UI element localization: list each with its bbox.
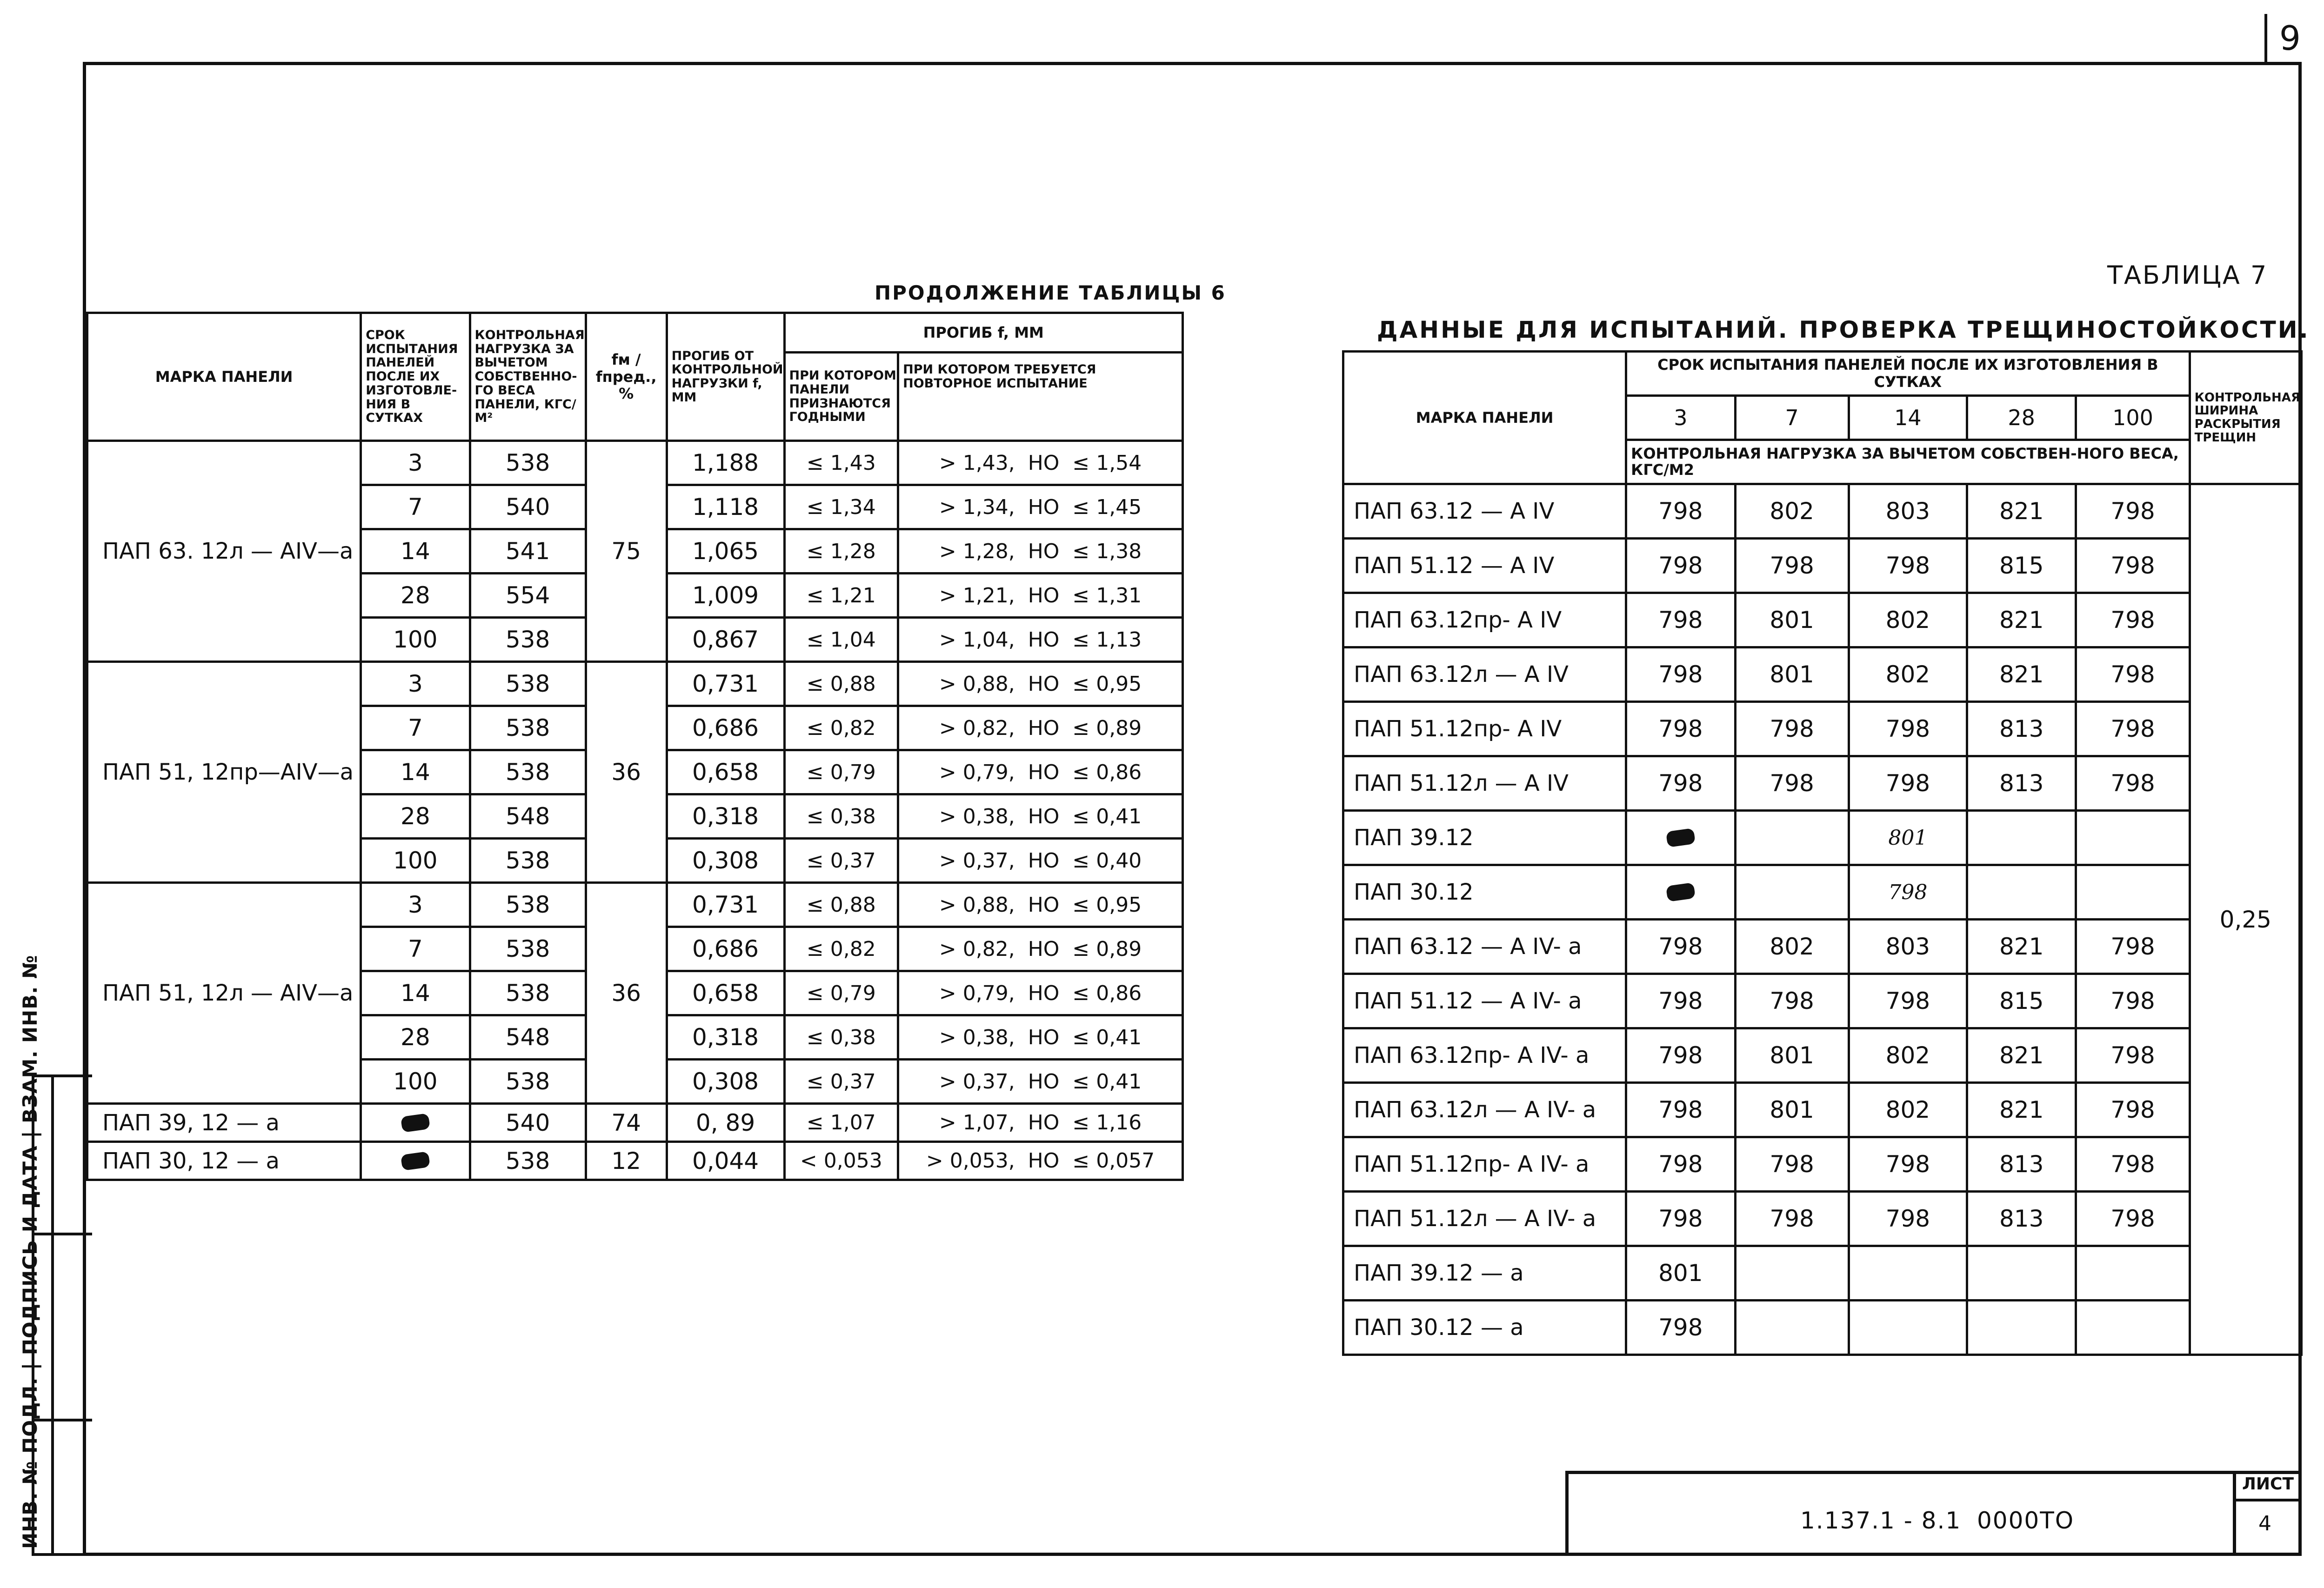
table7-label: ТАБЛИЦА 7 <box>2107 260 2268 290</box>
retest-range: > 0,88, НО ≤ 0,95 <box>898 883 1183 927</box>
t7-header-mark: МАРКА ПАНЕЛИ <box>1343 352 1626 484</box>
control-load: 798 <box>1626 1083 1735 1137</box>
t6-header-retest: ПРИ КОТОРОМ ТРЕБУЕТСЯ ПОВТОРНОЕ ИСПЫТАНИЕ <box>898 353 1183 441</box>
page-number: 9 <box>2279 19 2301 58</box>
test-term: 100 <box>361 839 470 883</box>
deflection-value: 1,065 <box>667 529 784 574</box>
test-term: 7 <box>361 485 470 529</box>
control-load: 538 <box>470 441 586 485</box>
control-load: 541 <box>470 529 586 574</box>
control-load: 798 <box>2076 920 2190 974</box>
panel-mark: ПАП 63.12 — А IV- а <box>1343 920 1626 974</box>
control-load <box>1849 1301 1967 1355</box>
title-block-divider <box>2233 1471 2236 1556</box>
control-load <box>2076 1246 2190 1301</box>
control-load: 801 <box>1735 593 1849 647</box>
acceptable-limit: ≤ 1,34 <box>784 485 898 529</box>
control-load: 802 <box>1849 593 1967 647</box>
control-load: 802 <box>1849 1028 1967 1083</box>
table-row <box>1343 920 2302 974</box>
control-load: 540 <box>470 1104 586 1142</box>
test-term <box>361 1142 470 1180</box>
control-load: 821 <box>1967 593 2076 647</box>
crack-width: 0,25 <box>2190 484 2301 1355</box>
retest-range: > 1,34, НО ≤ 1,45 <box>898 485 1183 529</box>
control-load: 538 <box>470 662 586 706</box>
panel-mark: ПАП 51.12 — А IV- а <box>1343 974 1626 1028</box>
document-code: 1.137.1 - 8.1 <box>1800 1507 1962 1534</box>
control-load: 798 <box>1626 1301 1735 1355</box>
panel-mark: ПАП 63.12 — А IV <box>1343 484 1626 539</box>
t6-header-ratio: fм / fпред., % <box>586 313 667 441</box>
acceptable-limit: ≤ 0,82 <box>784 927 898 971</box>
acceptable-limit: ≤ 0,38 <box>784 794 898 839</box>
acceptable-limit: ≤ 0,82 <box>784 706 898 750</box>
table-row <box>1343 1192 2302 1246</box>
table-row <box>1343 756 2302 811</box>
control-load <box>1735 865 1849 920</box>
table-row <box>1343 865 2302 920</box>
test-term: 28 <box>361 794 470 839</box>
table-row <box>1343 539 2302 593</box>
control-load: 821 <box>1967 484 2076 539</box>
deflection-ratio: 75 <box>586 441 667 662</box>
retest-range: > 0,38, НО ≤ 0,41 <box>898 1015 1183 1060</box>
control-load <box>1967 811 2076 865</box>
control-load: 821 <box>1967 1028 2076 1083</box>
deflection-value: 0, 89 <box>667 1104 784 1142</box>
panel-mark: ПАП 51, 12пр—АIV—а <box>87 662 361 883</box>
table-row <box>1343 1246 2302 1301</box>
panel-mark: ПАП 51.12пр- А IV- а <box>1343 1137 1626 1192</box>
panel-mark: ПАП 51.12л — А IV- а <box>1343 1192 1626 1246</box>
control-load <box>1626 865 1735 920</box>
test-term: 3 <box>361 441 470 485</box>
deflection-value: 0,044 <box>667 1142 784 1180</box>
control-load <box>1735 1246 1849 1301</box>
control-load: 801 <box>1735 1028 1849 1083</box>
control-load: 538 <box>470 706 586 750</box>
table-row <box>87 662 1183 706</box>
t7-header-crack: КОНТРОЛЬНАЯ ШИРИНА РАСКРЫТИЯ ТРЕЩИН <box>2190 352 2301 484</box>
control-load: 538 <box>470 618 586 662</box>
control-load: 821 <box>1967 920 2076 974</box>
deflection-value: 0,308 <box>667 839 784 883</box>
retest-range: > 0,82, НО ≤ 0,89 <box>898 927 1183 971</box>
control-load: 798 <box>2076 702 2190 756</box>
control-load: 798 <box>1626 974 1735 1028</box>
control-load: 538 <box>470 1060 586 1104</box>
test-term: 3 <box>361 662 470 706</box>
table-row <box>1343 1083 2302 1137</box>
t6-header-load: КОНТРОЛЬНАЯ НАГРУЗКА ЗА ВЫЧЕТОМ СОБСТВЕННО-ГО ВЕСА ПАНЕЛИ, КГС/М² <box>470 313 586 441</box>
control-load: 798 <box>1626 702 1735 756</box>
retest-range: > 1,07, НО ≤ 1,16 <box>898 1104 1183 1142</box>
table-row <box>1343 1028 2302 1083</box>
table7-body <box>1343 484 2302 1355</box>
acceptable-limit: ≤ 0,79 <box>784 971 898 1015</box>
test-term: 100 <box>361 1060 470 1104</box>
control-load: 798 <box>1735 539 1849 593</box>
day-header: 7 <box>1735 396 1849 440</box>
control-load: 798 <box>2076 1028 2190 1083</box>
control-load: 798 <box>1849 702 1967 756</box>
acceptable-limit: ≤ 1,07 <box>784 1104 898 1142</box>
t7-header-term: СРОК ИСПЫТАНИЯ ПАНЕЛЕЙ ПОСЛЕ ИХ ИЗГОТОВЛЕНИЯ В СУТКАХ <box>1626 352 2190 396</box>
control-load <box>1849 1246 1967 1301</box>
control-load: 798 <box>2076 756 2190 811</box>
t7-header-load: КОНТРОЛЬНАЯ НАГРУЗКА ЗА ВЫЧЕТОМ СОБСТВЕН-НОГО ВЕСА, КГС/М2 <box>1626 440 2190 484</box>
control-load: 798 <box>2076 974 2190 1028</box>
test-term: 28 <box>361 1015 470 1060</box>
deflection-value: 0,658 <box>667 750 784 794</box>
control-load: 798 <box>1849 539 1967 593</box>
retest-range: > 0,79, НО ≤ 0,86 <box>898 971 1183 1015</box>
acceptable-limit: ≤ 0,37 <box>784 839 898 883</box>
retest-range: > 1,28, НО ≤ 1,38 <box>898 529 1183 574</box>
acceptable-limit: ≤ 0,38 <box>784 1015 898 1060</box>
control-load: 813 <box>1967 1137 2076 1192</box>
deflection-value: 0,731 <box>667 883 784 927</box>
retest-range: > 0,053, НО ≤ 0,057 <box>898 1142 1183 1180</box>
panel-mark: ПАП 63.12пр- А IV- а <box>1343 1028 1626 1083</box>
day-header: 14 <box>1849 396 1967 440</box>
ink-blot <box>401 1113 430 1132</box>
panel-mark: ПАП 51.12л — А IV <box>1343 756 1626 811</box>
panel-mark: ПАП 63. 12л — АIV—а <box>87 441 361 662</box>
control-load: 798 <box>2076 1083 2190 1137</box>
control-load: 538 <box>470 750 586 794</box>
control-load: 801 <box>1626 1246 1735 1301</box>
acceptable-limit: ≤ 1,43 <box>784 441 898 485</box>
stamp-text: ИНВ. № ПОДЛ. | ПОДПИСЬ И ДАТА | ВЗАМ. ИНВ. № <box>19 954 41 1549</box>
control-load: 798 <box>1735 1192 1849 1246</box>
control-load: 803 <box>1849 920 1967 974</box>
test-term <box>361 1104 470 1142</box>
control-load: 815 <box>1967 539 2076 593</box>
day-header: 3 <box>1626 396 1735 440</box>
retest-range: > 0,37, НО ≤ 0,41 <box>898 1060 1183 1104</box>
table-row <box>87 883 1183 927</box>
control-load: 798 <box>1626 920 1735 974</box>
deflection-ratio: 36 <box>586 662 667 883</box>
control-load: 802 <box>1735 484 1849 539</box>
t6-header-term: СРОК ИСПЫТАНИЯ ПАНЕЛЕЙ ПОСЛЕ ИХ ИЗГОТОВЛЕ-НИЯ В СУТКАХ <box>361 313 470 441</box>
control-load <box>1967 1246 2076 1301</box>
control-load: 798 <box>2076 484 2190 539</box>
t6-header-deflection: ПРОГИБ ОТ КОНТРОЛЬНОЙ НАГРУЗКИ f, ММ <box>667 313 784 441</box>
control-load: 540 <box>470 485 586 529</box>
table-row <box>1343 647 2302 702</box>
control-load: 813 <box>1967 756 2076 811</box>
deflection-ratio: 74 <box>586 1104 667 1142</box>
control-load <box>2076 1301 2190 1355</box>
table6 <box>86 312 1184 1181</box>
control-load: 813 <box>1967 702 2076 756</box>
control-load: 798 <box>1849 974 1967 1028</box>
control-load: 798 <box>1849 865 1967 920</box>
table6-body <box>87 441 1183 1180</box>
control-load: 798 <box>1626 756 1735 811</box>
acceptable-limit: ≤ 1,21 <box>784 574 898 618</box>
t6-header-acceptable: ПРИ КОТОРОМ ПАНЕЛИ ПРИЗНАЮТСЯ ГОДНЫМИ <box>784 353 898 441</box>
sheet-number: 4 <box>2258 1512 2271 1535</box>
control-load: 538 <box>470 927 586 971</box>
control-load: 815 <box>1967 974 2076 1028</box>
control-load: 821 <box>1967 647 2076 702</box>
table-row <box>1343 593 2302 647</box>
ink-blot <box>1666 828 1696 847</box>
control-load: 538 <box>470 1142 586 1180</box>
control-load: 801 <box>1735 1083 1849 1137</box>
retest-range: > 0,88, НО ≤ 0,95 <box>898 662 1183 706</box>
control-load: 798 <box>2076 1192 2190 1246</box>
panel-mark: ПАП 39.12 <box>1343 811 1626 865</box>
table-row <box>1343 1301 2302 1355</box>
sheet-label: ЛИСТ <box>2242 1475 2294 1494</box>
control-load: 548 <box>470 794 586 839</box>
table-row <box>87 1142 1183 1180</box>
control-load: 548 <box>470 1015 586 1060</box>
deflection-value: 0,318 <box>667 1015 784 1060</box>
control-load: 798 <box>2076 1137 2190 1192</box>
retest-range: > 0,37, НО ≤ 0,40 <box>898 839 1183 883</box>
control-load: 801 <box>1735 647 1849 702</box>
panel-mark: ПАП 63.12пр- А IV <box>1343 593 1626 647</box>
control-load: 798 <box>1626 647 1735 702</box>
test-term: 100 <box>361 618 470 662</box>
control-load: 802 <box>1735 920 1849 974</box>
control-load: 798 <box>2076 593 2190 647</box>
control-load: 798 <box>1626 484 1735 539</box>
control-load <box>1626 811 1735 865</box>
table7 <box>1342 350 2303 1356</box>
control-load: 798 <box>1626 539 1735 593</box>
title-block-divider <box>2233 1499 2302 1501</box>
control-load: 801 <box>1849 811 1967 865</box>
acceptable-limit: ≤ 0,37 <box>784 1060 898 1104</box>
stamp-inner-rule <box>51 1074 54 1556</box>
control-load: 798 <box>2076 539 2190 593</box>
panel-mark: ПАП 30, 12 — а <box>87 1142 361 1180</box>
deflection-value: 0,658 <box>667 971 784 1015</box>
control-load: 554 <box>470 574 586 618</box>
retest-range: > 0,79, НО ≤ 0,86 <box>898 750 1183 794</box>
control-load: 798 <box>1735 702 1849 756</box>
ink-blot <box>401 1151 430 1170</box>
control-load: 798 <box>1849 756 1967 811</box>
control-load: 803 <box>1849 484 1967 539</box>
deflection-ratio: 36 <box>586 883 667 1104</box>
control-load <box>1735 811 1849 865</box>
panel-mark: ПАП 51.12пр- А IV <box>1343 702 1626 756</box>
control-load: 798 <box>1626 1028 1735 1083</box>
deflection-value: 0,686 <box>667 706 784 750</box>
acceptable-limit: < 0,053 <box>784 1142 898 1180</box>
control-load: 798 <box>1849 1192 1967 1246</box>
day-header: 100 <box>2076 396 2190 440</box>
control-load: 813 <box>1967 1192 2076 1246</box>
day-header: 28 <box>1967 396 2076 440</box>
control-load: 538 <box>470 971 586 1015</box>
test-term: 28 <box>361 574 470 618</box>
control-load: 798 <box>2076 647 2190 702</box>
control-load: 802 <box>1849 647 1967 702</box>
acceptable-limit: ≤ 0,88 <box>784 662 898 706</box>
ink-blot <box>1666 882 1696 902</box>
deflection-value: 0,308 <box>667 1060 784 1104</box>
retest-range: > 0,38, НО ≤ 0,41 <box>898 794 1183 839</box>
test-term: 3 <box>361 883 470 927</box>
panel-mark: ПАП 39.12 — а <box>1343 1246 1626 1301</box>
document-suffix: 0000ТО <box>1977 1507 2075 1534</box>
control-load: 798 <box>1735 1137 1849 1192</box>
test-term: 7 <box>361 706 470 750</box>
table-row <box>1343 974 2302 1028</box>
deflection-value: 0,686 <box>667 927 784 971</box>
table-row <box>1343 811 2302 865</box>
deflection-value: 1,188 <box>667 441 784 485</box>
panel-mark: ПАП 30.12 — а <box>1343 1301 1626 1355</box>
acceptable-limit: ≤ 1,28 <box>784 529 898 574</box>
table6-caption: ПРОДОЛЖЕНИЕ ТАБЛИЦЫ 6 <box>875 281 1226 304</box>
t6-header-deflection-group: ПРОГИБ f, ММ <box>784 313 1183 353</box>
table-row <box>87 1104 1183 1142</box>
panel-mark: ПАП 51, 12л — АIV—а <box>87 883 361 1104</box>
retest-range: > 1,04, НО ≤ 1,13 <box>898 618 1183 662</box>
control-load: 821 <box>1967 1083 2076 1137</box>
control-load <box>2076 865 2190 920</box>
control-load: 538 <box>470 839 586 883</box>
deflection-value: 1,009 <box>667 574 784 618</box>
table-row <box>1343 484 2302 539</box>
acceptable-limit: ≤ 0,79 <box>784 750 898 794</box>
control-load: 798 <box>1849 1137 1967 1192</box>
control-load <box>1967 1301 2076 1355</box>
control-load: 798 <box>1735 756 1849 811</box>
deflection-ratio: 12 <box>586 1142 667 1180</box>
control-load <box>1735 1301 1849 1355</box>
test-term: 14 <box>361 750 470 794</box>
panel-mark: ПАП 39, 12 — а <box>87 1104 361 1142</box>
retest-range: > 1,43, НО ≤ 1,54 <box>898 441 1183 485</box>
deflection-value: 0,867 <box>667 618 784 662</box>
control-load: 798 <box>1626 1192 1735 1246</box>
control-load <box>2076 811 2190 865</box>
acceptable-limit: ≤ 1,04 <box>784 618 898 662</box>
page-number-rule <box>2264 14 2267 65</box>
control-load: 802 <box>1849 1083 1967 1137</box>
panel-mark: ПАП 51.12 — А IV <box>1343 539 1626 593</box>
table-row <box>87 441 1183 485</box>
deflection-value: 0,731 <box>667 662 784 706</box>
panel-mark: ПАП 63.12л — А IV <box>1343 647 1626 702</box>
table-row <box>1343 1137 2302 1192</box>
acceptable-limit: ≤ 0,88 <box>784 883 898 927</box>
control-load: 798 <box>1626 593 1735 647</box>
t6-header-mark: МАРКА ПАНЕЛИ <box>87 313 361 441</box>
panel-mark: ПАП 63.12л — А IV- а <box>1343 1083 1626 1137</box>
control-load <box>1967 865 2076 920</box>
test-term: 14 <box>361 529 470 574</box>
test-term: 7 <box>361 927 470 971</box>
table7-title: ДАННЫЕ ДЛЯ ИСПЫТАНИЙ. ПРОВЕРКА ТРЕЩИНОСТОЙКОСТИ. <box>1377 316 2310 343</box>
test-term: 14 <box>361 971 470 1015</box>
control-load: 798 <box>1735 974 1849 1028</box>
deflection-value: 0,318 <box>667 794 784 839</box>
retest-range: > 0,82, НО ≤ 0,89 <box>898 706 1183 750</box>
deflection-value: 1,118 <box>667 485 784 529</box>
table-row <box>1343 702 2302 756</box>
control-load: 798 <box>1626 1137 1735 1192</box>
control-load: 538 <box>470 883 586 927</box>
panel-mark: ПАП 30.12 <box>1343 865 1626 920</box>
retest-range: > 1,21, НО ≤ 1,31 <box>898 574 1183 618</box>
